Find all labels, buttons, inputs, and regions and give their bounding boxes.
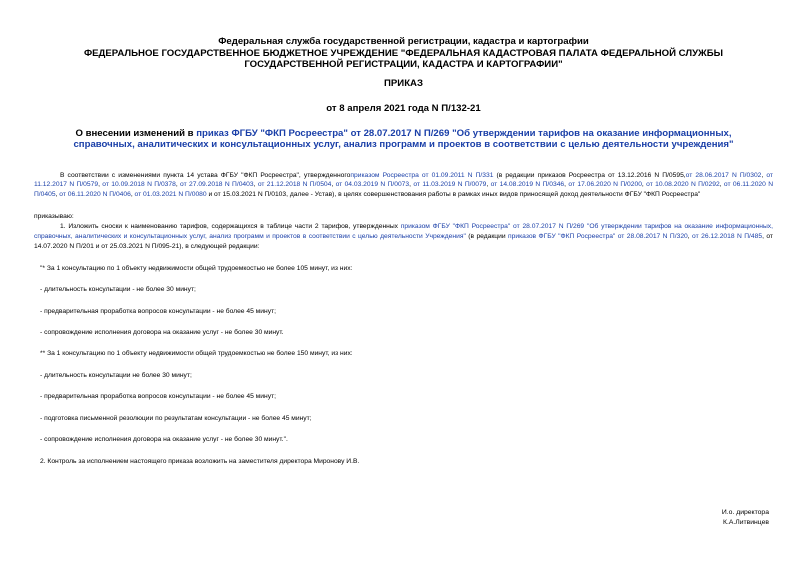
preamble-link[interactable]: от 11.03.2019 N П/0079 bbox=[413, 181, 487, 189]
preamble-text: , bbox=[98, 181, 103, 189]
preamble-link[interactable]: от 27.09.2018 N П/0403 bbox=[180, 181, 254, 189]
preamble-text: , bbox=[486, 181, 491, 189]
preamble-text: , bbox=[55, 191, 60, 199]
footnote-item: - сопровождение исполнения договора на оказание услуг - не более 30 минут.". bbox=[40, 436, 288, 444]
preamble-link[interactable]: от 11.12.2017 N П/0579 bbox=[34, 171, 773, 189]
footnote-item: - длительность консультации - не более 30 минут; bbox=[40, 286, 196, 294]
preamble-text: В соответствии с изменениями пункта 14 устава ФГБУ "ФКП Росреестра", утвержденного bbox=[60, 171, 351, 179]
preamble-text: , bbox=[409, 181, 414, 189]
preamble-text: , bbox=[761, 171, 767, 179]
preamble-link[interactable]: от 06.11.2020 N П/0406 bbox=[59, 191, 131, 199]
footnote-item: - предварительная проработка вопросов консультации - не более 45 минут; bbox=[40, 393, 276, 401]
preamble-paragraph bbox=[34, 171, 773, 201]
point-1-text: , bbox=[687, 233, 693, 241]
preamble-text: , bbox=[719, 181, 724, 189]
preamble-link[interactable]: от 01.03.2021 N П/0080 bbox=[134, 191, 207, 199]
footnote-list bbox=[34, 264, 773, 467]
preamble-text: , bbox=[175, 181, 181, 189]
document-date: от 8 апреля 2021 года N П/132-21 bbox=[326, 102, 481, 114]
point-1-link[interactable]: приказов ФГБУ "ФКП Росреестра" от 28.08.2017 N П/320 bbox=[508, 233, 688, 241]
preamble-link[interactable]: от 04.03.2019 N П/0073 bbox=[335, 181, 410, 189]
preamble-text: , bbox=[130, 191, 135, 199]
signature-block bbox=[722, 508, 769, 528]
preamble-link[interactable]: от 28.06.2017 N П/0302 bbox=[685, 171, 762, 179]
signatory-name: К.А.Литвинцев bbox=[722, 519, 769, 526]
institution-name: ФЕДЕРАЛЬНОЕ ГОСУДАРСТВЕННОЕ БЮДЖЕТНОЕ УЧРЕЖДЕНИЕ "ФЕДЕРАЛЬНАЯ КАДАСТРОВАЯ ПАЛАТА ФЕДЕРАЛЬНОЙ СЛУЖБЫ ГОСУДАРСТВЕННОЙ РЕГИСТРАЦИИ, КАДАСТРА И КАРТОГРАФИИ" bbox=[83, 47, 724, 70]
point-1-text: 1. Изложить сноски к наименованию тарифов, содержащихся в таблице части 2 тарифов, утвержденных bbox=[60, 223, 401, 231]
point-1-link[interactable]: приказом ФГБУ "ФКП Росреестра" от 28.07.2017 N П/269 "Об утверждении тарифов на оказание информационных, справочных, аналитических и консультационных услуг, анализ программ и проектов в соответствии с целью деятельности Учреждения" bbox=[34, 223, 773, 241]
preamble-text: , bbox=[253, 181, 258, 189]
document-header bbox=[34, 36, 773, 71]
order-word: приказываю: bbox=[34, 213, 74, 221]
footnote-item: - сопровождение исполнения договора на оказание услуг - не более 30 минут. bbox=[40, 329, 284, 337]
preamble-text: и от 15.03.2021 N П/0103, далее - Устав), в целях совершенствования работы в рамках иных видов приносящей доход деятельности ФГБУ "ФКП Росреестра" bbox=[206, 191, 701, 199]
point-2: 2. Контроль за исполнением настоящего приказа возложить на заместителя директора Миронову И.В. bbox=[40, 457, 360, 465]
agency-name: Федеральная служба государственной регистрации, кадастра и картографии bbox=[218, 36, 589, 47]
preamble-text: , bbox=[331, 181, 336, 189]
footnote-item: "* За 1 консультацию по 1 объекту недвижимости общей трудоемкостью не более 105 минут, из них: bbox=[40, 264, 353, 272]
subject-link[interactable]: приказ ФГБУ "ФКП Росреестра" от 28.07.2017 N П/269 "Об утверждении тарифов на оказание информационных, справочных, аналитических и консультационных услуг, анализ программ и проектов в соответствии с целью деятельности учреждения" bbox=[73, 127, 734, 150]
document-subject bbox=[34, 128, 773, 151]
preamble-text: , bbox=[641, 181, 647, 189]
document-body bbox=[34, 171, 773, 467]
preamble-link[interactable]: от 10.08.2020 N П/0292 bbox=[646, 181, 720, 189]
preamble-link[interactable]: от 10.09.2018 N П/0378 bbox=[102, 181, 176, 189]
subject-prefix: О внесении изменений в bbox=[75, 127, 197, 139]
preamble-link[interactable]: от 14.08.2019 N П/0346 bbox=[490, 181, 565, 189]
footnote-item: - длительность консультации не более 30 минут; bbox=[40, 371, 192, 379]
point-1-text: , от 14.07.2020 N П/201 и от 25.03.2021 N П/095-21), в следующей редакции: bbox=[34, 233, 773, 250]
point-1 bbox=[34, 222, 773, 252]
document-type: ПРИКАЗ bbox=[384, 77, 423, 89]
preamble-link[interactable]: от 06.11.2020 N П/0405 bbox=[34, 181, 774, 199]
preamble-link[interactable]: от 21.12.2018 N П/0504 bbox=[257, 181, 332, 189]
signatory-position: И.о. директора bbox=[721, 509, 769, 516]
preamble-link[interactable]: от 17.06.2020 N П/0200 bbox=[568, 181, 642, 189]
point-1-text: (в редакции bbox=[465, 233, 509, 241]
footnote-item: - подготовка письменной резолюции по результатам консультации - не более 45 минут; bbox=[40, 414, 312, 422]
preamble-text: , bbox=[564, 181, 569, 189]
preamble-text: (в редакции приказов Росреестра от 13.12.2016 N П/0595, bbox=[493, 171, 686, 179]
preamble-link[interactable]: приказом Росреестра от 01.09.2011 N П/331 bbox=[350, 171, 494, 179]
footnote-item: ** За 1 консультацию по 1 объекту недвижимости общей трудоемкостью не более 150 минут, из них: bbox=[40, 350, 353, 358]
point-1-link[interactable]: от 26.12.2018 N П/485 bbox=[692, 233, 763, 241]
footnote-item: - предварительная проработка вопросов консультации - не более 45 минут; bbox=[40, 307, 276, 315]
